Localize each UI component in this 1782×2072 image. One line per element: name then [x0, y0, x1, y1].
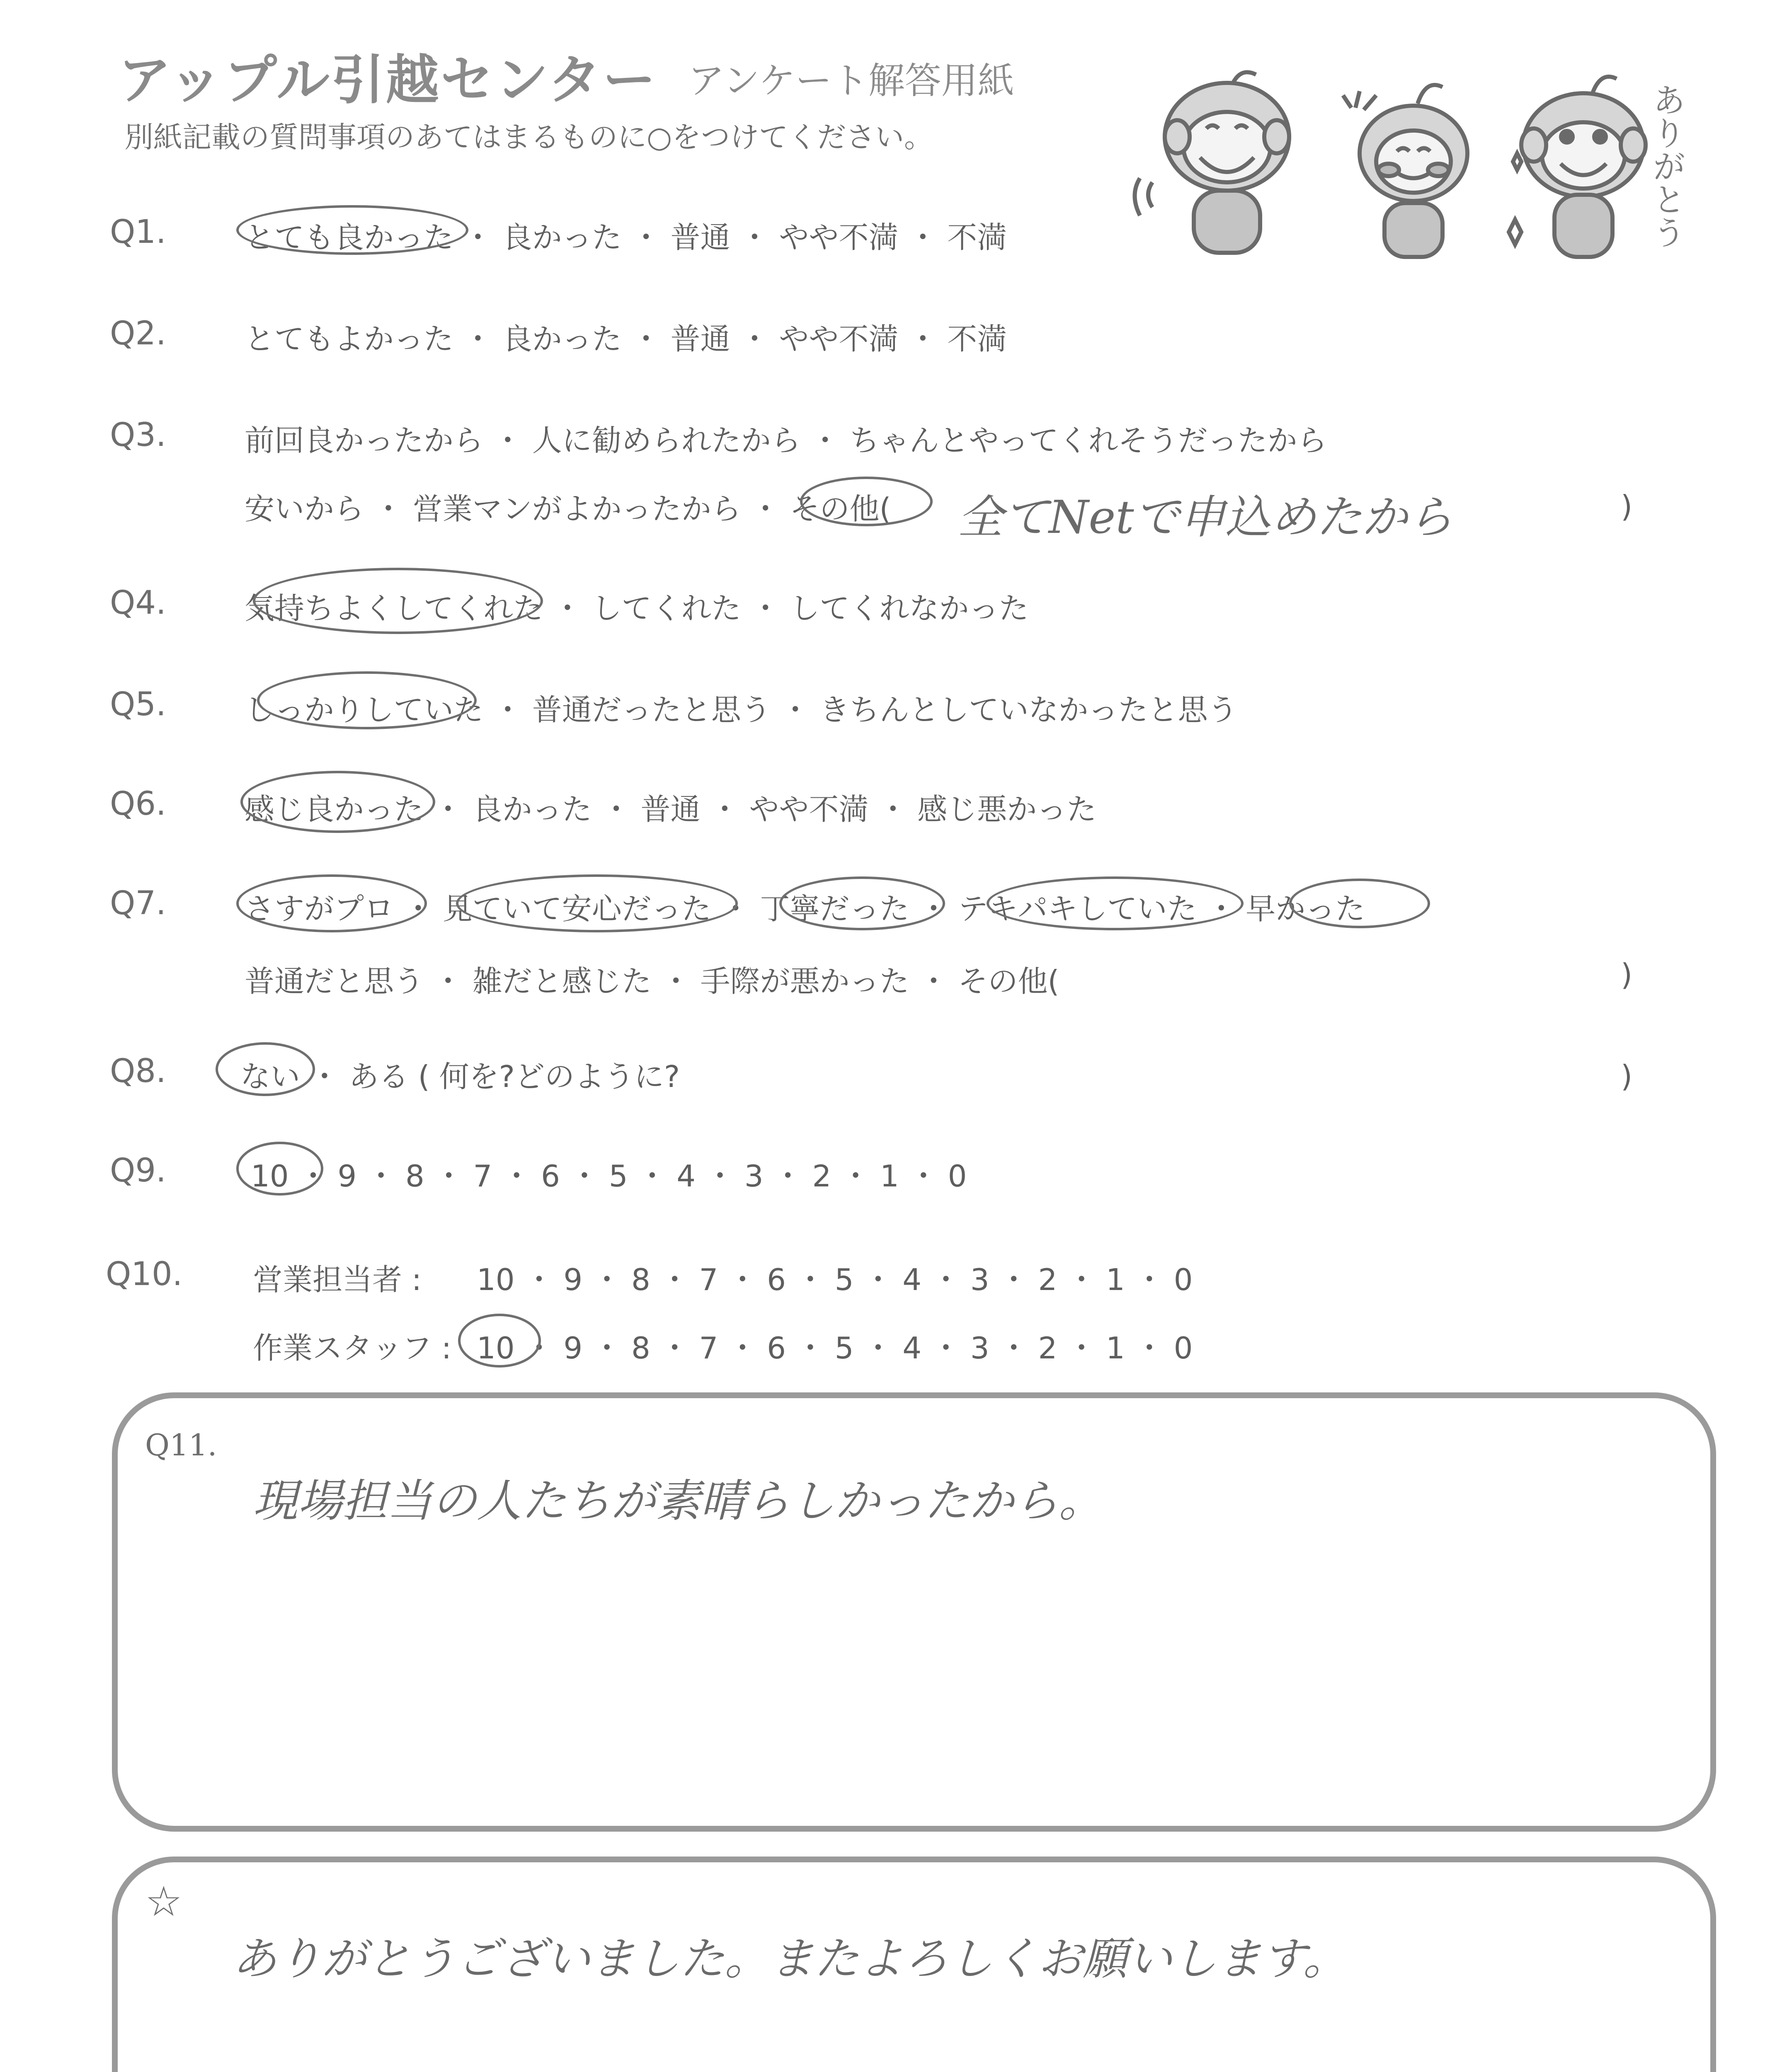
q2-label: Q2. — [110, 315, 166, 352]
q4-options: 気持ちよくしてくれた ・ してくれた ・ してくれなかった — [245, 591, 1029, 626]
q10-staff-label: 作業スタッフ : — [253, 1331, 452, 1365]
q8-close-paren: ) — [1621, 1059, 1633, 1094]
comment-handwritten-answer: ありがとうございました。またよろしくお願いします。 — [232, 1933, 1348, 1985]
q8-label: Q8. — [110, 1053, 166, 1090]
q7-circle-reassuring — [456, 874, 738, 932]
q7-circle-efficient — [987, 876, 1244, 930]
q1-label: Q1. — [110, 213, 166, 251]
q5-label: Q5. — [110, 686, 166, 723]
q2-options: とてもよかった ・ 良かった ・ 普通 ・ やや不満 ・ 不満 — [245, 322, 1007, 356]
q10-staff-scale: 10 ・ 9 ・ 8 ・ 7 ・ 6 ・ 5 ・ 4 ・ 3 ・ 2 ・ 1 ・ 0 — [477, 1331, 1193, 1365]
q10-sales-scale: 10 ・ 9 ・ 8 ・ 7 ・ 6 ・ 5 ・ 4 ・ 3 ・ 2 ・ 1 ・ 0 — [477, 1262, 1193, 1297]
form-subtitle: アンケート解答用紙 — [688, 59, 1014, 102]
q7-options-line2: 普通だと思う ・ 雑だと感じた ・ 手際が悪かった ・ その他( — [245, 964, 1060, 999]
star-icon: ☆ — [145, 1877, 182, 1926]
q5-options: しっかりしていた ・ 普通だったと思う ・ きちんとしていなかったと思う — [245, 692, 1238, 727]
monkey-mascots-illustration — [1127, 58, 1700, 274]
form-title: アップル引越センター — [118, 49, 657, 111]
q6-selection-circle — [240, 771, 435, 833]
q10-staff-selection-circle — [458, 1314, 541, 1368]
q1-options: とても良かった ・ 良かった ・ 普通 ・ やや不満 ・ 不満 — [245, 220, 1007, 255]
q4-selection-circle — [253, 568, 543, 634]
q7-label: Q7. — [110, 885, 166, 922]
q3-options-line2: 安いから ・ 営業マンがよかったから ・ その他( — [245, 491, 891, 526]
q7-options-line1: さすがプロ ・ 見ていて安心だった ・ 丁寧だった ・ テキパキしていた ・ 早かった — [245, 891, 1365, 926]
q3-options-line1: 前回良かったから ・ 人に勧められたから ・ ちゃんとやってくれそうだったから — [245, 423, 1327, 458]
q11-handwritten-answer: 現場担当の人たちが素晴らしかったから。 — [253, 1475, 1104, 1527]
q6-label: Q6. — [110, 785, 166, 823]
q3-close-paren: ) — [1621, 489, 1633, 524]
q10-label: Q10. — [106, 1256, 183, 1293]
q9-label: Q9. — [110, 1152, 166, 1189]
q5-selection-circle — [257, 671, 477, 729]
mascot-caption: ありがとう — [1647, 83, 1686, 249]
q6-options: 感じ良かった ・ 良かった ・ 普通 ・ やや不満 ・ 感じ悪かった — [245, 792, 1097, 827]
q7-circle-professional — [236, 874, 427, 932]
q3-handwritten-answer: 全てNetで申込めたから — [958, 491, 1453, 544]
q4-label: Q4. — [110, 584, 166, 622]
q11-answer-box — [112, 1392, 1716, 1832]
q11-label: Q11. — [145, 1428, 217, 1462]
q10-sales-label: 営業担当者 : — [253, 1262, 422, 1297]
q3-label: Q3. — [110, 416, 166, 454]
q9-selection-circle — [236, 1142, 323, 1196]
q8-options: ない ・ ある ( 何を?どのように? — [240, 1059, 680, 1094]
q3-selection-circle — [800, 477, 933, 526]
q9-scale: 10 ・ 9 ・ 8 ・ 7 ・ 6 ・ 5 ・ 4 ・ 3 ・ 2 ・ 1 ・ 0 — [251, 1159, 967, 1193]
instruction-text: 別紙記載の質問事項のあてはまるものに○をつけてください。 — [124, 120, 933, 154]
q7-circle-fast — [1289, 879, 1430, 928]
q7-circle-polite — [779, 876, 945, 930]
q7-close-paren: ) — [1621, 957, 1633, 992]
q1-selection-circle — [236, 205, 468, 255]
q8-selection-circle — [216, 1042, 315, 1096]
